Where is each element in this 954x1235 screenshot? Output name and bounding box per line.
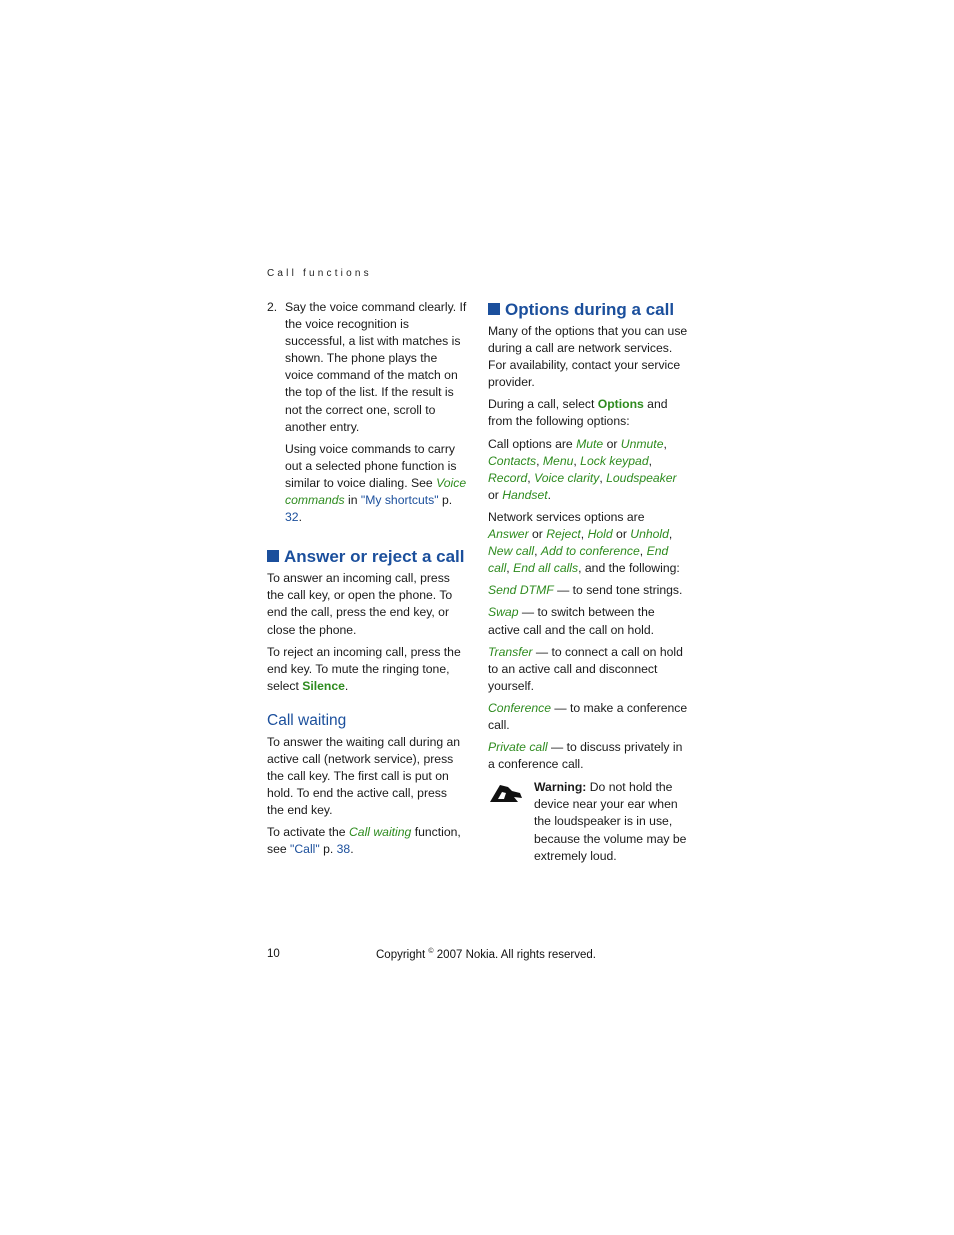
lock-keypad-option[interactable]: Lock keypad xyxy=(580,453,649,468)
end-all-calls-option[interactable]: End all calls xyxy=(513,561,579,576)
section-square-icon xyxy=(267,550,279,562)
record-option[interactable]: Record xyxy=(488,470,528,485)
contacts-option[interactable]: Contacts xyxy=(488,453,537,468)
unhold-option[interactable]: Unhold xyxy=(630,527,669,542)
silence-link[interactable]: Silence xyxy=(302,678,345,693)
hold-option[interactable]: Hold xyxy=(587,527,613,542)
end-call-option[interactable]: End call xyxy=(488,544,669,576)
voice-commands-note: Using voice commands to carry out a selected phone function is similar to voice dialing. See Voice commands in "My shortcuts" p. 32. xyxy=(285,441,467,525)
warning-label: Warning: xyxy=(534,780,587,795)
answer-reject-heading: Answer or reject a call xyxy=(267,546,467,568)
options-heading: Options during a call xyxy=(488,299,688,321)
call-waiting-activate: To activate the Call waiting function, see "Call" p. 38. xyxy=(267,825,461,857)
warning-text: Warning: Do not hold the device near your ear when the loudspeaker is in use, because the volume may be extremely loud. xyxy=(534,780,687,863)
my-shortcuts-link[interactable]: "My shortcuts" xyxy=(360,493,439,508)
call-waiting-link[interactable]: Call waiting xyxy=(348,825,412,840)
call-options-list: Call options are Mute or Unmute, Contacts, Menu, Lock keypad, Record, Voice clarity, Loudspeaker or Handset. xyxy=(488,436,677,502)
transfer-item: Transfer — to connect a call on hold to an active call and disconnect yourself. xyxy=(488,644,683,693)
private-call-item: Private call — to discuss privately in a conference call. xyxy=(488,740,683,772)
reject-paragraph: To reject an incoming call, press the end key. To mute the ringing tone, select Silence. xyxy=(267,644,461,693)
menu-option[interactable]: Menu xyxy=(542,453,574,468)
swap-option[interactable]: Swap xyxy=(488,605,519,620)
warning-hand-svg xyxy=(488,781,524,805)
handset-option[interactable]: Handset xyxy=(502,487,548,502)
section-square-icon xyxy=(488,303,500,315)
options-link[interactable]: Options xyxy=(597,397,644,412)
page-32-link[interactable]: 32 xyxy=(285,510,299,525)
network-options-list: Network services options are Answer or Reject, Hold or Unhold, New call, Add to conference, End call, End all calls, and the following: xyxy=(488,509,680,576)
options-intro: Many of the options that you can use during a call are network services. For availability, contact your service provider. xyxy=(488,324,688,390)
mute-option[interactable]: Mute xyxy=(576,436,604,451)
answer-paragraph: To answer an incoming call, press the call key, or open the phone. To end the call, press the end key, or close the phone. xyxy=(267,571,453,637)
reject-option[interactable]: Reject xyxy=(546,527,581,542)
step-text: Say the voice command clearly. If the voice recognition is successful, a list with matches is shown. The phone plays the voice command of the match on the top of the list. If the result is not the correct one, scroll to another entry. xyxy=(285,300,467,434)
step-number: 2. xyxy=(267,300,278,314)
send-dtmf-item: Send DTMF — to send tone strings. xyxy=(488,583,683,598)
answer-option[interactable]: Answer xyxy=(488,527,529,542)
new-call-option[interactable]: New call xyxy=(488,544,535,559)
call-waiting-heading: Call waiting xyxy=(267,711,347,729)
transfer-option[interactable]: Transfer xyxy=(488,644,533,659)
send-dtmf-option[interactable]: Send DTMF xyxy=(488,583,554,598)
conference-option[interactable]: Conference xyxy=(488,700,552,715)
copyright-notice: Copyright © 2007 Nokia. All rights reserved. xyxy=(376,948,596,961)
copyright-symbol: © xyxy=(428,948,434,955)
page-38-link[interactable]: 38 xyxy=(336,842,351,857)
left-column xyxy=(267,299,467,864)
conference-item: Conference — to make a conference call. xyxy=(488,700,688,732)
swap-item: Swap — to switch between the active call and the call on hold. xyxy=(488,605,655,637)
warning-hand-icon xyxy=(488,779,534,869)
add-to-conference-option[interactable]: Add to conference xyxy=(540,544,640,559)
voice-commands-link[interactable]: Voice commands xyxy=(285,475,467,508)
loudspeaker-option[interactable]: Loudspeaker xyxy=(606,470,677,485)
private-call-option[interactable]: Private call xyxy=(488,740,548,755)
options-select: During a call, select Options and from the following options: xyxy=(488,397,668,429)
running-header: Call functions xyxy=(267,268,372,279)
voice-clarity-option[interactable]: Voice clarity xyxy=(534,470,600,485)
step-2 xyxy=(267,299,467,441)
page-number: 10 xyxy=(267,948,280,960)
warning-box xyxy=(488,779,688,869)
unmute-option[interactable]: Unmute xyxy=(620,436,664,451)
call-waiting-paragraph: To answer the waiting call during an active call (network service), press the call key. The first call is put on hold. To end the active call, press the end key. xyxy=(267,734,461,818)
right-column xyxy=(488,299,688,870)
call-ref-link[interactable]: "Call" xyxy=(290,842,320,857)
